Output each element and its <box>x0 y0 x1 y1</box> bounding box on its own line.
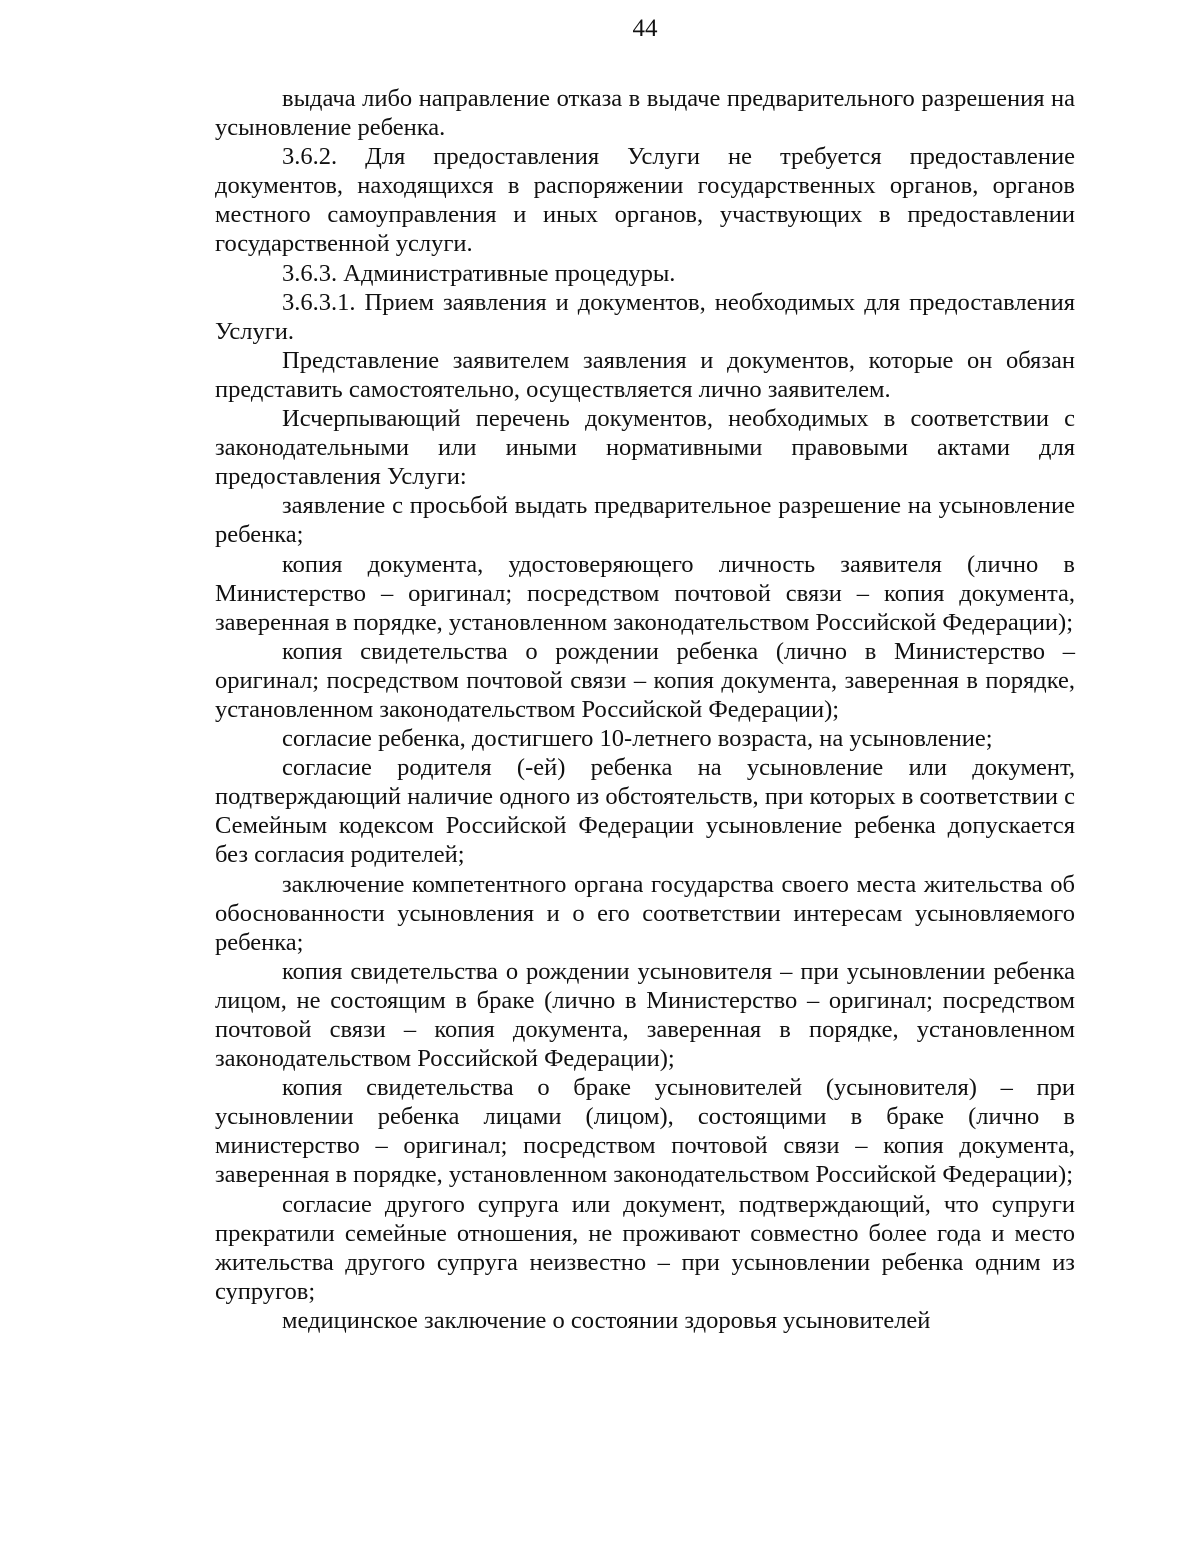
paragraph-3-6-3-1: 3.6.3.1. Прием заявления и документов, необходимых для предоставления Услуги. <box>215 288 1075 345</box>
list-item-child-consent: согласие ребенка, достигшего 10-летнего возраста, на усыновление; <box>282 725 993 753</box>
list-item-spouse-consent: согласие другого супруга или документ, подтверждающий, что супруги прекратили семейные отношения, не проживают совместно более года и место жительства другого супруга неизвестно – при усыновлении ребенка одним из супругов; <box>215 1190 1075 1305</box>
list-item-marriage-certificate: копия свидетельства о браке усыновителей (усыновителя) – при усыновлении ребенка лицами (лицом), состоящими в браке (лично в министерство – оригинал; посредством почтовой связи – копия документа, заверенная в порядке, установленном законодательством Российской Федерации); <box>215 1074 1075 1189</box>
list-item-child-birth-certificate: копия свидетельства о рождении ребенка (лично в Министерство – оригинал; посредством почтовой связи – копия документа, заверенная в порядке, установленном законодательством Российской Федерации); <box>215 637 1075 723</box>
paragraph-3-6-2: 3.6.2. Для предоставления Услуги не требуется предоставление документов, находящихся в распоряжении государственных органов, органов местного самоуправления и иных органов, участвующих в предоставлении государственной услуги. <box>215 143 1075 258</box>
page-number: 44 <box>632 15 658 42</box>
paragraph-3-6-3: 3.6.3. Административные процедуры. <box>282 259 676 287</box>
list-item-parents-consent: согласие родителя (-ей) ребенка на усыновление или документ, подтверждающий наличие одного из обстоятельств, при которых в соответствии с Семейным кодексом Российской Федерации усыновление ребенка допускается без согласия родителей; <box>215 754 1075 869</box>
list-item-adopter-birth-certificate: копия свидетельства о рождении усыновителя – при усыновлении ребенка лицом, не состоящим в браке (лично в Министерство – оригинал; посредством почтовой связи – копия документа, заверенная в порядке, установленном законодательством Российской Федерации); <box>215 957 1075 1073</box>
list-item-identity-document: копия документа, удостоверяющего личность заявителя (лично в Министерство – оригинал; посредством почтовой связи – копия документа, заверенная в порядке, установленном законодательством Российской Федерации); <box>215 550 1075 636</box>
paragraph-documents-list-intro: Исчерпывающий перечень документов, необходимых в соответствии с законодательными или иными нормативными правовыми актами для предоставления Услуги: <box>215 405 1075 491</box>
paragraph-refusal-issuance: выдача либо направление отказа в выдаче предварительного разрешения на усыновление ребенка. <box>215 85 1075 142</box>
list-item-competent-authority-conclusion: заключение компетентного органа государства своего места жительства об обоснованности усыновления и о его соответствии интересам усыновляемого ребенка; <box>215 870 1075 956</box>
document-body <box>215 84 1075 1335</box>
list-item-medical-conclusion: медицинское заключение о состоянии здоровья усыновителей <box>282 1306 931 1334</box>
list-item-application: заявление с просьбой выдать предварительное разрешение на усыновление ребенка; <box>215 492 1075 549</box>
paragraph-submission: Представление заявителем заявления и документов, которые он обязан представить самостоятельно, осуществляется лично заявителем. <box>215 346 1075 403</box>
